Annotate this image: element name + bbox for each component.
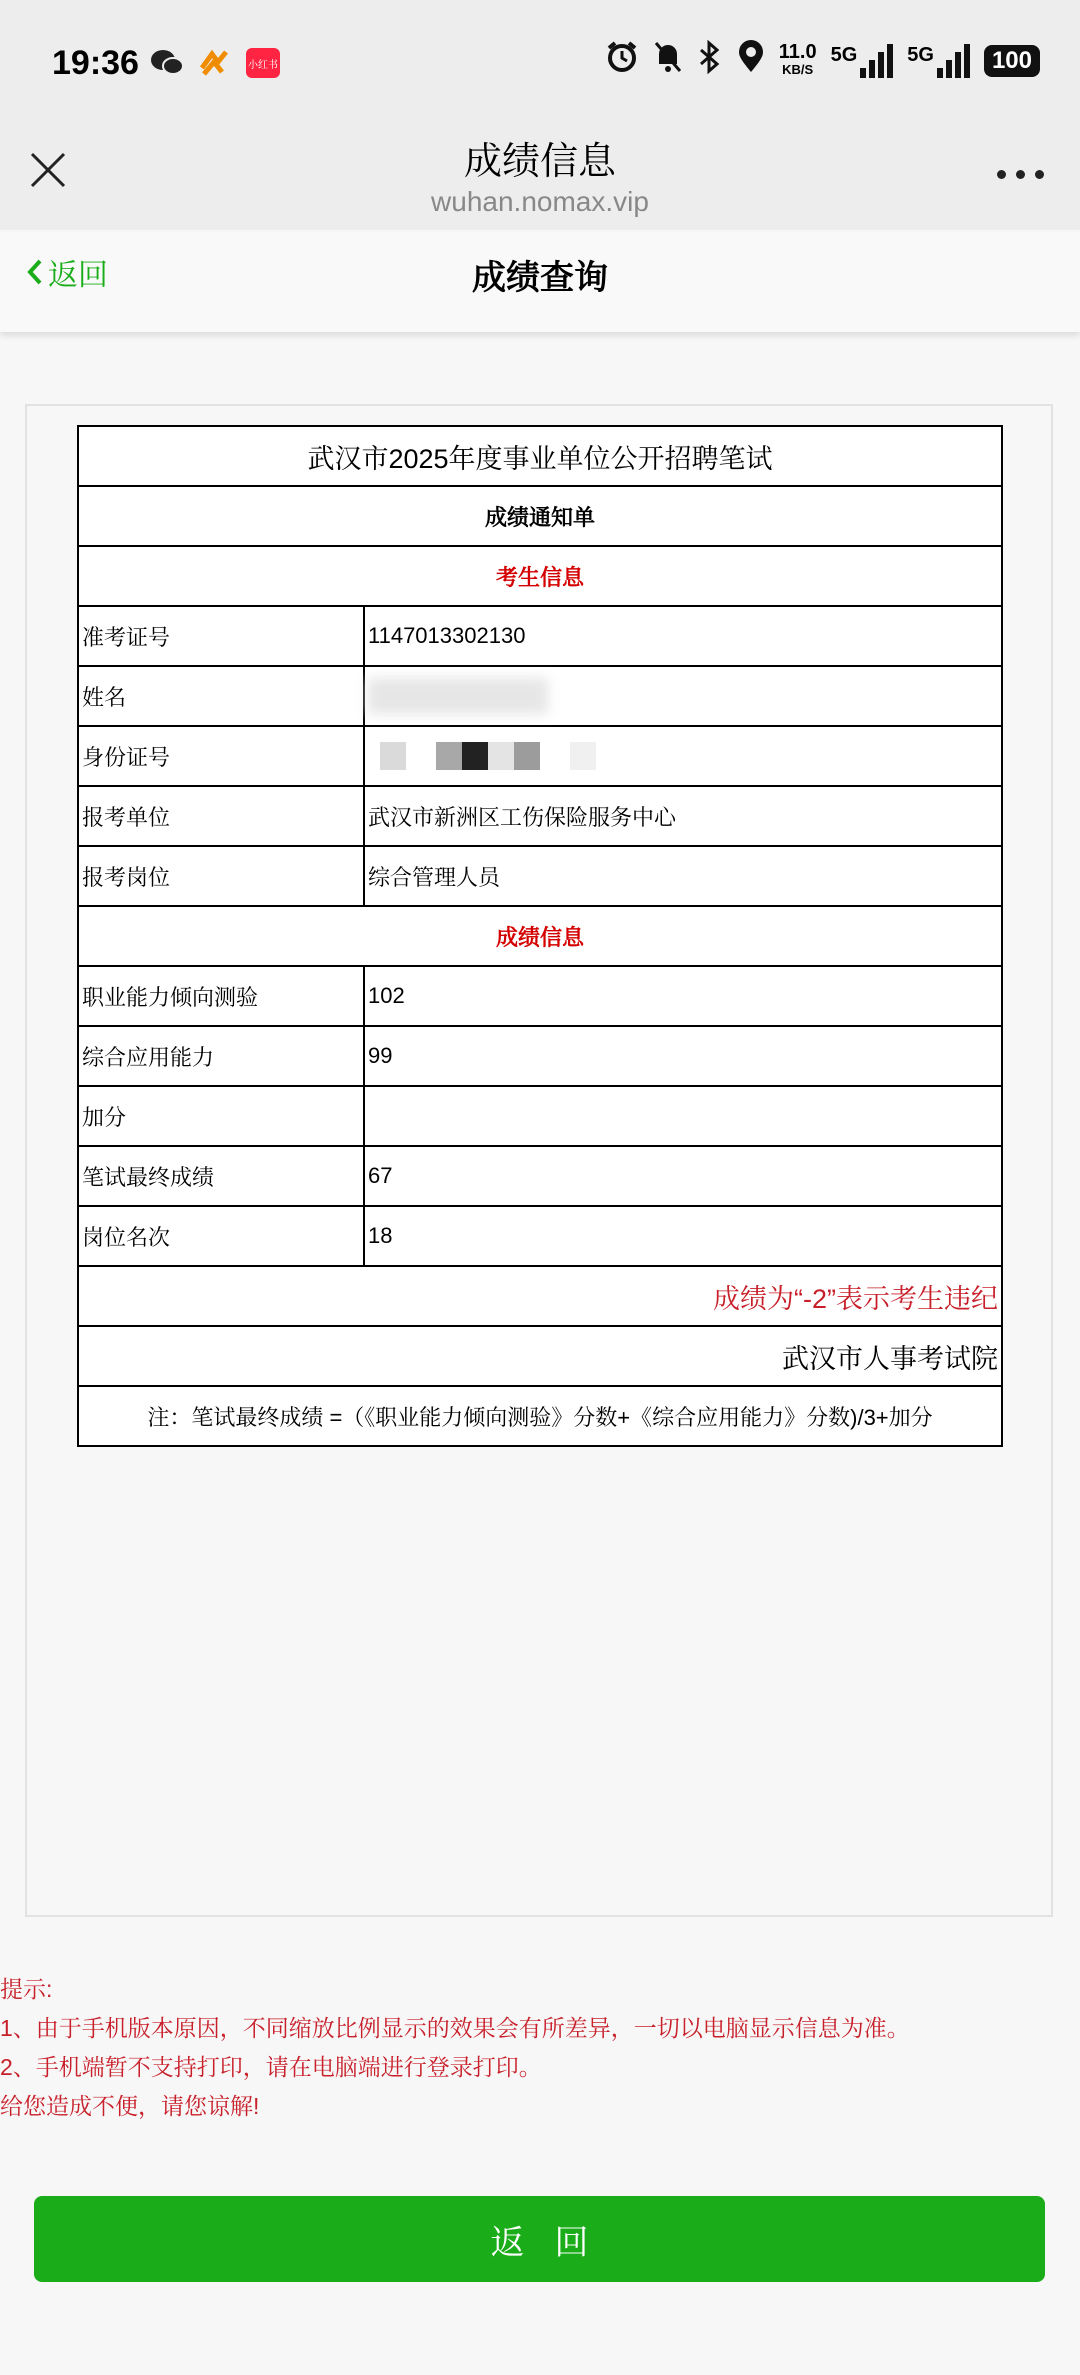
name-value <box>364 666 1002 726</box>
back-link-label: 返回 <box>48 259 108 292</box>
final-score-value: 67 <box>364 1146 1002 1206</box>
alarm-icon <box>605 40 639 81</box>
status-time: 19:36 <box>52 44 139 82</box>
table-row <box>78 426 1002 486</box>
rank-label: 岗位名次 <box>78 1206 364 1266</box>
table-row <box>78 1086 1002 1146</box>
table-row <box>78 1026 1002 1086</box>
tips-line: 1、由于手机版本原因，不同缩放比例显示的效果会有所差异，一切以电脑显示信息为准。 <box>0 2015 910 2041</box>
table-row <box>78 846 1002 906</box>
exam-title: 武汉市2025年度事业单位公开招聘笔试 <box>78 426 1002 486</box>
bluetooth-icon <box>697 40 723 81</box>
table-row <box>78 1326 1002 1386</box>
notification-icons <box>150 48 280 83</box>
taobao-icon <box>198 48 232 83</box>
table-row <box>78 726 1002 786</box>
more-icon[interactable] <box>997 170 1044 179</box>
redacted-id-number <box>368 742 998 770</box>
table-row <box>78 1266 1002 1326</box>
employer-value: 武汉市新洲区工伤保险服务中心 <box>364 786 1002 846</box>
rank-value: 18 <box>364 1206 1002 1266</box>
tips <box>0 1970 910 2126</box>
net-speed: 11.0 KB/S <box>778 40 817 77</box>
admission-number-label: 准考证号 <box>78 606 364 666</box>
page-url: wuhan.nomax.vip <box>431 186 649 217</box>
table-row <box>78 546 1002 606</box>
score-section-title: 成绩信息 <box>78 906 1002 966</box>
status-right <box>605 40 1040 81</box>
table-row <box>78 786 1002 846</box>
formula-note: 注：笔试最终成绩 =（《职业能力倾向测验》分数+《综合应用能力》分数)/3+加分 <box>78 1386 1002 1446</box>
aptitude-test-label: 职业能力倾向测验 <box>78 966 364 1026</box>
wechat-icon <box>150 48 184 83</box>
page-header <box>0 232 1080 332</box>
id-number-label: 身份证号 <box>78 726 364 786</box>
bonus-value <box>364 1086 1002 1146</box>
notice-title: 成绩通知单 <box>78 486 1002 546</box>
id-number-value <box>364 726 1002 786</box>
redacted-name <box>368 678 548 714</box>
applied-ability-score: 99 <box>364 1026 1002 1086</box>
final-score-label: 笔试最终成绩 <box>78 1146 364 1206</box>
header-title: 成绩查询 <box>472 259 608 297</box>
bonus-label: 加分 <box>78 1086 364 1146</box>
table-row <box>78 1146 1002 1206</box>
table-row <box>78 1386 1002 1446</box>
xiaohongshu-icon: 小红书 <box>246 48 280 78</box>
applied-ability-label: 综合应用能力 <box>78 1026 364 1086</box>
score-table <box>77 425 1003 1447</box>
tips-heading: 提示: <box>0 1976 53 2002</box>
signal-5g-2: 5G <box>907 44 970 78</box>
page-title: 成绩信息 <box>463 141 616 183</box>
location-icon <box>737 40 765 81</box>
table-row <box>78 1206 1002 1266</box>
admission-number-value: 1147013302130 <box>364 606 1002 666</box>
violation-note: 成绩为“-2”表示考生违纪 <box>78 1266 1002 1326</box>
aptitude-test-score: 102 <box>364 966 1002 1026</box>
issuer: 武汉市人事考试院 <box>78 1326 1002 1386</box>
name-label: 姓名 <box>78 666 364 726</box>
tips-line: 2、手机端暂不支持打印，请在电脑端进行登录打印。 <box>0 2054 542 2080</box>
status-bar <box>0 0 1080 130</box>
mute-icon <box>653 40 683 81</box>
signal-5g-1: 5G <box>831 44 894 78</box>
table-row <box>78 606 1002 666</box>
tips-line: 给您造成不便，请您谅解! <box>0 2093 260 2119</box>
position-label: 报考岗位 <box>78 846 364 906</box>
employer-label: 报考单位 <box>78 786 364 846</box>
table-row <box>78 906 1002 966</box>
table-row <box>78 666 1002 726</box>
table-row <box>78 966 1002 1026</box>
position-value: 综合管理人员 <box>364 846 1002 906</box>
battery-indicator: 100 <box>984 45 1040 77</box>
return-button[interactable]: 返回 <box>34 2196 1045 2282</box>
table-row <box>78 486 1002 546</box>
candidate-section-title: 考生信息 <box>78 546 1002 606</box>
browser-nav-bar <box>0 130 1080 230</box>
